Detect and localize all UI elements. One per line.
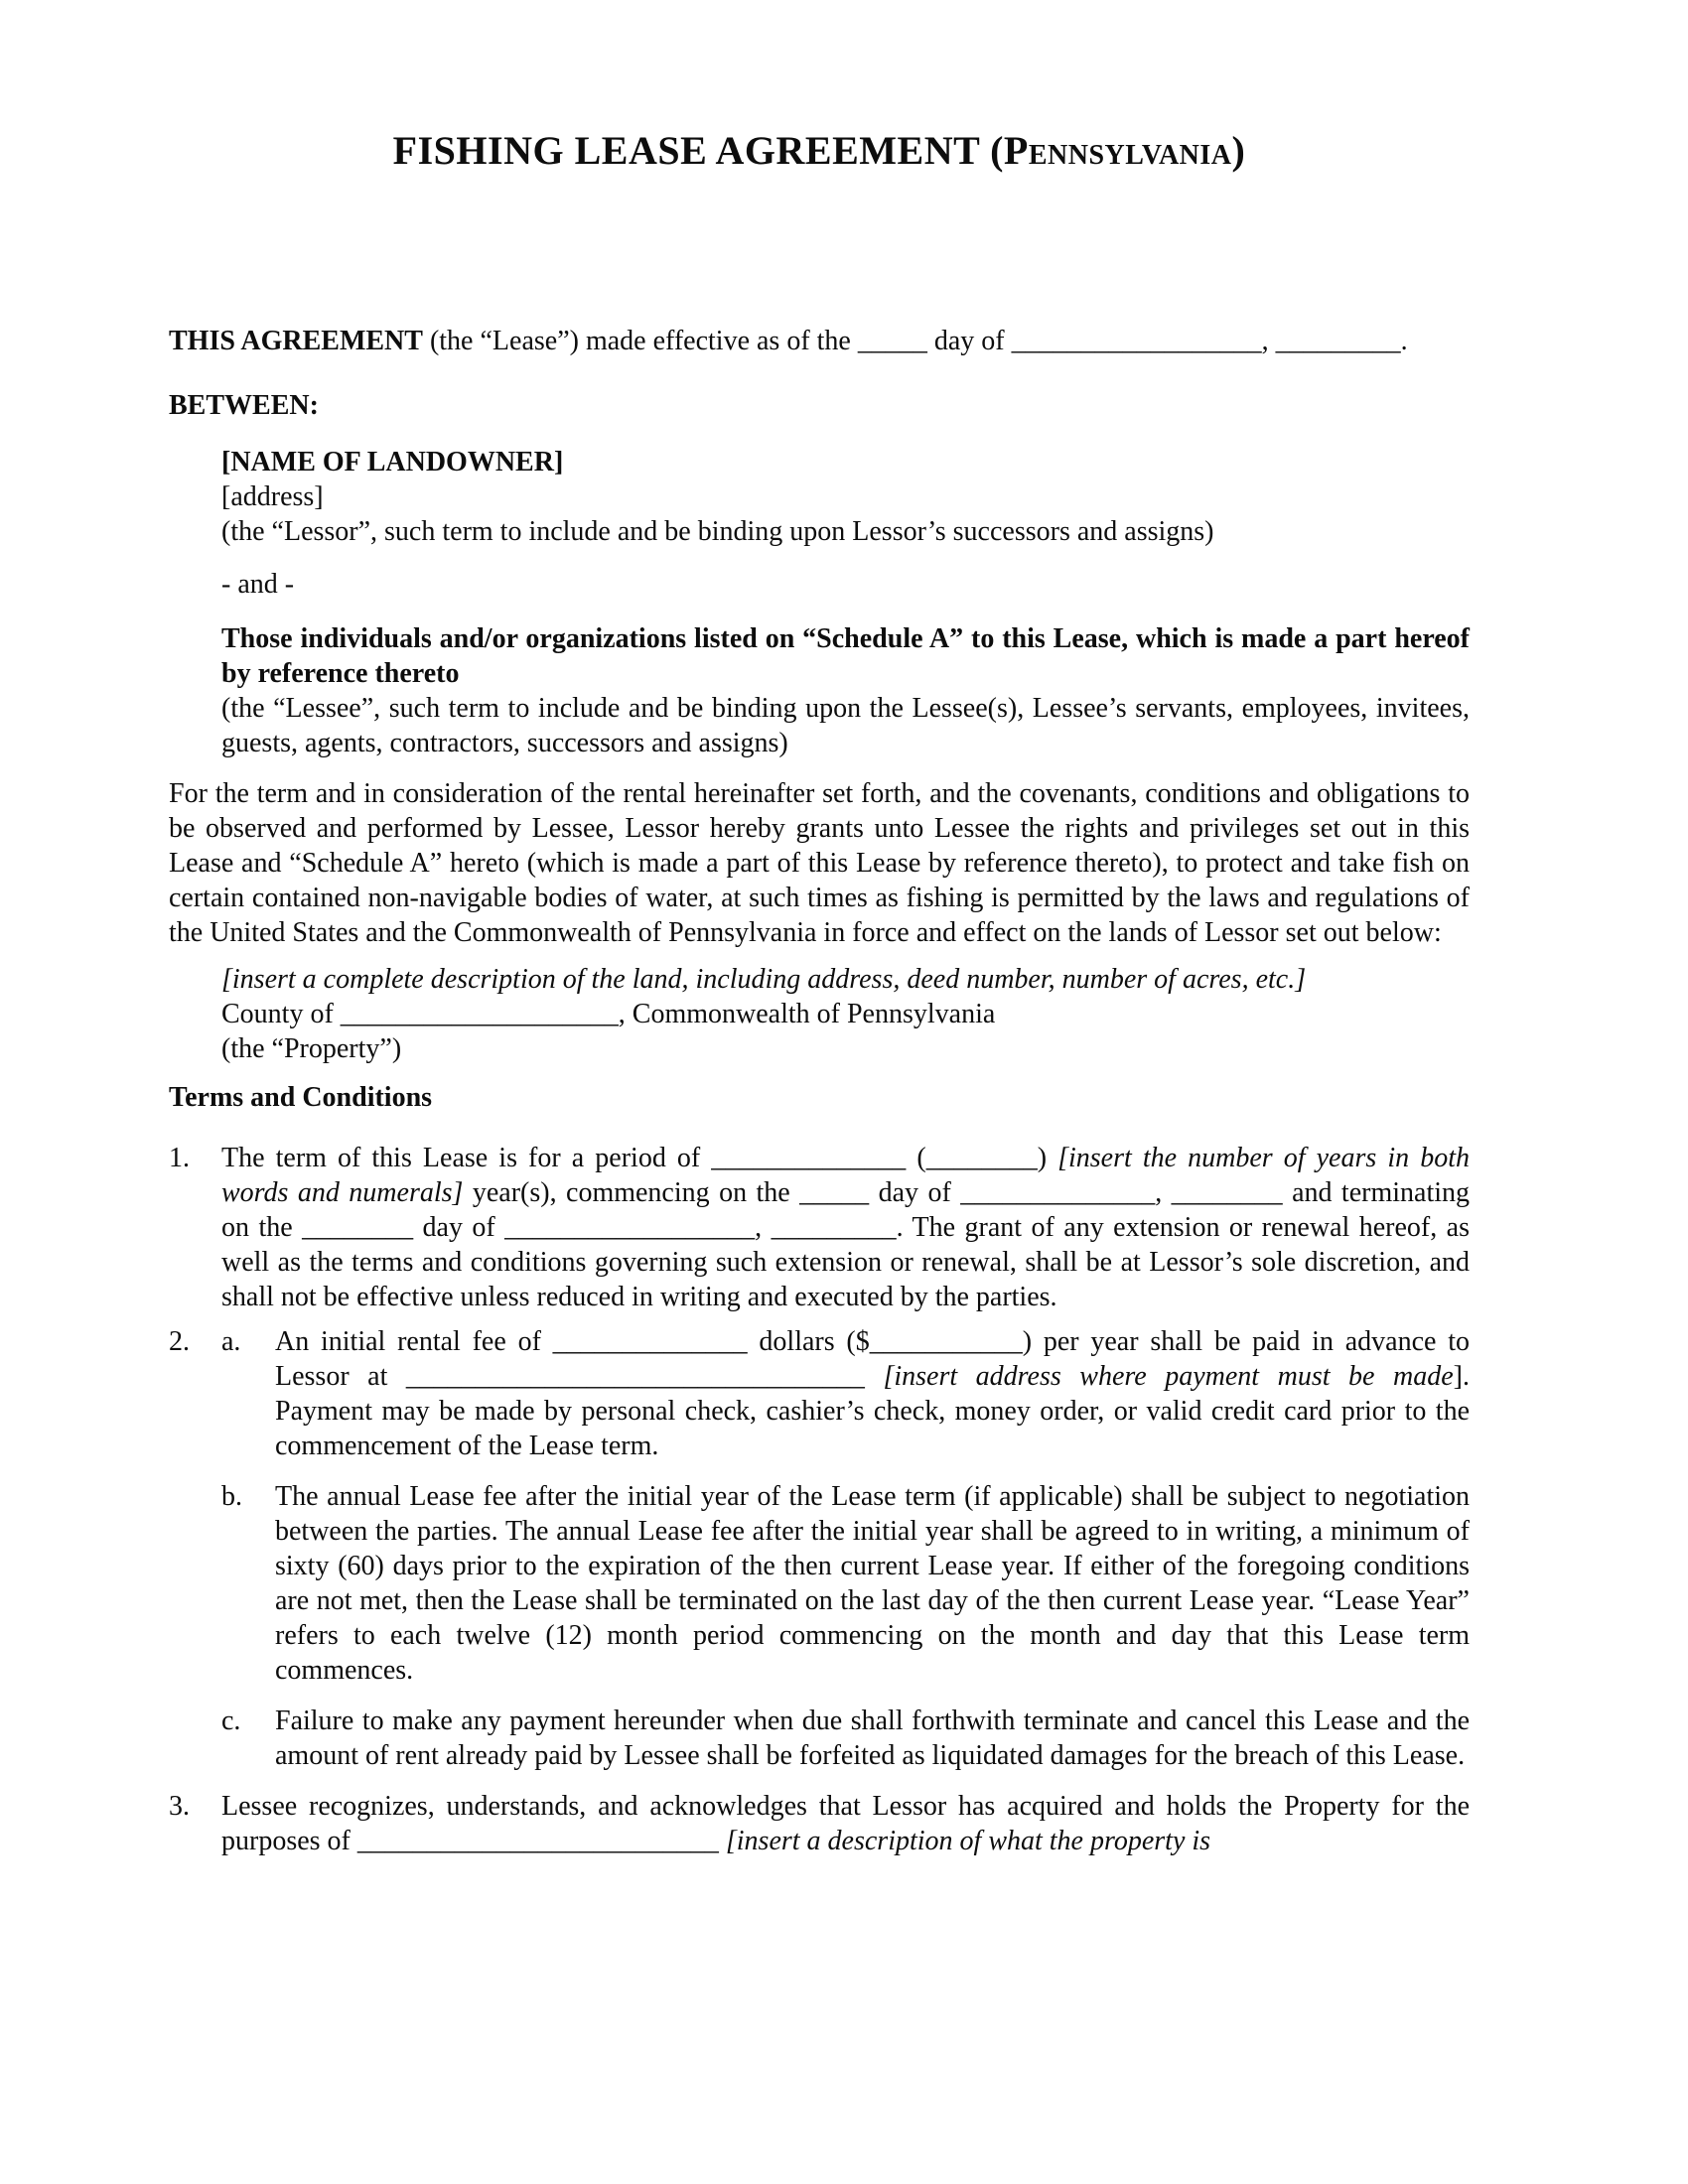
clause-2c <box>221 1704 1470 1773</box>
clause-2c-body: Failure to make any payment hereunder when due shall forthwith terminate and cancel this Lease and the amount of rent already paid by Lessee shall be forfeited as liquidated damages for the breach of this Lease. <box>275 1706 1470 1771</box>
clause-3-number: 3. <box>169 1791 190 1822</box>
grant-paragraph: For the term and in consideration of the rental hereinafter set forth, and the covenants, conditions and obligations to be observed and performed by Lessee, Lessor hereby grants unto Lessee the rights and privileges set out in this Lease and “Schedule A” hereto (which is made a part of this Lease by reference thereto), to protect and take fish on certain contained non-navigable bodies of water, at such times as fishing is permitted by the laws and regulations of the United States and the Commonwealth of Pennsylvania in force and effect on the lands of Lessor set out below: <box>169 778 1470 948</box>
clause-3-text: Lessee recognizes, understands, and acknowledges that Lessor has acquired and holds the Property for the purposes of __________________________ <box>221 1791 1470 1856</box>
clause-2b-letter: b. <box>221 1481 242 1512</box>
and-separator: - and - <box>221 569 295 600</box>
landowner-name: [NAME OF LANDOWNER] <box>221 447 564 478</box>
clause-1-text: The term of this Lease is for a period of ______________ (________) <box>221 1143 1058 1173</box>
clause-2a-text-cont: ]. Payment may be made by personal check, cashier’s check, money order, or valid credit card prior to the commencement of the Lease term. <box>275 1361 1470 1461</box>
clause-1-number: 1. <box>169 1143 190 1173</box>
intro-rest: (the “Lease”) made effective as of the _____ day of __________________, _________. <box>422 326 1408 356</box>
property-label: (the “Property”) <box>221 1033 402 1064</box>
title-state-smallcaps: Pennsylvania <box>1003 128 1232 173</box>
intro-paragraph <box>169 324 1470 358</box>
intro-lead-bold: THIS AGREEMENT <box>169 326 423 356</box>
lessor-block <box>221 445 1470 549</box>
lessee-definition: (the “Lessee”, such term to include and be binding upon the Lessee(s), Lessee’s servants, employees, invitees, guests, agents, contractors, successors and assigns) <box>221 693 1470 758</box>
clause-2a-insert-note: [insert address where payment must be made <box>883 1361 1454 1392</box>
clause-2c-letter: c. <box>221 1706 241 1736</box>
clause-2a <box>221 1324 1470 1463</box>
clause-1-text-cont: year(s), commencing on the _____ day of ______________, ________ and terminating on the ________ day of __________________, _________. The grant of any extension or renewal hereof, as well as the terms and conditions governing such extension or renewal, shall be at Lessor’s sole discretion, and shall not be effective unless reduced in writing and executed by the parties. <box>221 1177 1471 1312</box>
landowner-address: [address] <box>221 481 324 512</box>
clause-2b <box>221 1479 1470 1688</box>
clause-2b-body: The annual Lease fee after the initial year of the Lease term (if applicable) shall be subject to negotiation between the parties. The annual Lease fee after the initial year shall be agreed to in writing, a minimum of sixty (60) days prior to the expiration of the then current Lease year. If either of the foregoing conditions are not met, then the Lease shall be terminated on the last day of the then current Lease year. “Lease Year” refers to each twelve (12) month period commencing on the month and day that this Lease term commences. <box>275 1481 1470 1686</box>
clause-3-body <box>221 1789 1470 1858</box>
title-close-paren: ) <box>1231 128 1246 173</box>
county-line: County of ____________________, Commonwealth of Pennsylvania <box>221 999 996 1029</box>
clause-3-insert-note: [insert a description of what the property is <box>725 1826 1211 1856</box>
document-title <box>169 127 1470 175</box>
clause-2 <box>169 1324 1470 1773</box>
clause-1 <box>169 1141 1470 1314</box>
clause-2a-letter: a. <box>221 1326 241 1357</box>
clause-2-number: 2. <box>169 1326 190 1357</box>
between-label: BETWEEN: <box>169 390 319 421</box>
clause-1-body <box>221 1141 1470 1314</box>
title-text: FISHING LEASE AGREEMENT ( <box>392 128 1004 173</box>
lessor-definition: (the “Lessor”, such term to include and be binding upon Lessor’s successors and assigns) <box>221 516 1214 547</box>
clause-2a-text: An initial rental fee of ______________ dollars ($___________) per year shall be paid in advance to Lessor at _________________________________ <box>275 1326 1470 1392</box>
lessee-block <box>221 621 1470 760</box>
property-block <box>221 962 1470 1066</box>
clause-2a-body <box>275 1324 1470 1463</box>
clause-1-insert-note: [insert the number of years in both words and numerals] <box>221 1143 1470 1208</box>
property-description-placeholder: [insert a complete description of the land, including address, deed number, number of acres, etc.] <box>221 964 1307 995</box>
lessee-parties-bold: Those individuals and/or organizations listed on “Schedule A” to this Lease, which is made a part hereof by reference thereto <box>221 623 1470 689</box>
clause-3 <box>169 1789 1470 1858</box>
terms-and-conditions-heading: Terms and Conditions <box>169 1082 433 1113</box>
clause-2-body <box>221 1324 1470 1773</box>
